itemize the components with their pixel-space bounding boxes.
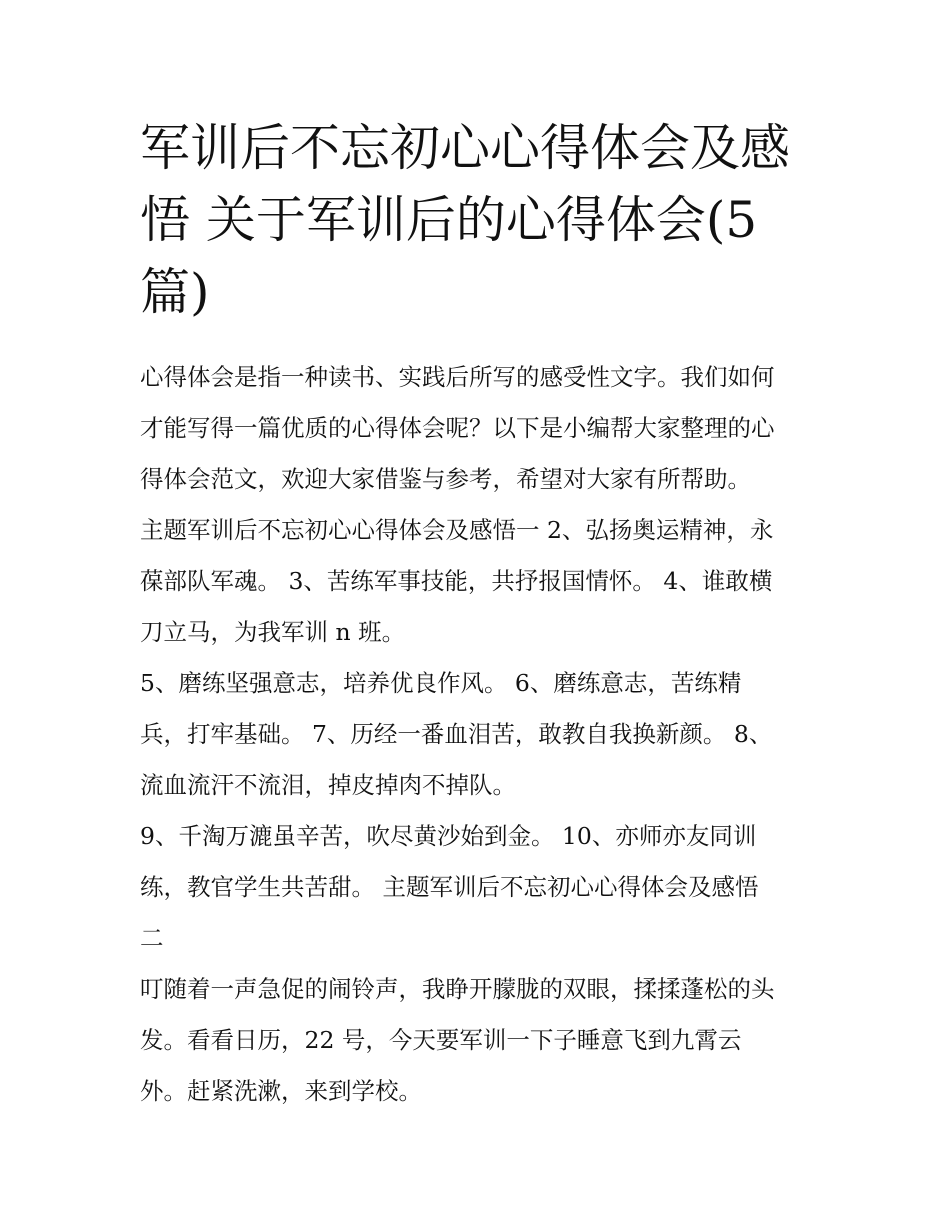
title-line-2: 悟 关于军训后的心得体会(5 xyxy=(140,191,758,249)
body-line-8: 兵，打牢基础。 7、历经一番血泪苦，敢教自我换新颜。 8、 xyxy=(140,720,773,748)
body-line-12: 二 xyxy=(140,924,164,952)
body-line-3: 得体会范文，欢迎大家借鉴与参考，希望对大家有所帮助。 xyxy=(140,465,751,493)
body-line-1: 心得体会是指一种读书、实践后所写的感受性文字。我们如何 xyxy=(140,363,775,391)
body-line-6: 刀立马，为我军训 n 班。 xyxy=(140,618,406,646)
document-body xyxy=(140,352,830,1117)
title-line-1: 军训后不忘初心心得体会及感 xyxy=(140,119,790,177)
body-line-14: 发。看看日历，22 号，今天要军训一下子睡意飞到九霄云 xyxy=(140,1026,742,1054)
body-line-4: 主题军训后不忘初心心得体会及感悟一 2、弘扬奥运精神，永 xyxy=(140,516,774,544)
title-line-3: 篇) xyxy=(140,263,210,321)
body-line-15: 外。赶紧洗漱，来到学校。 xyxy=(140,1077,422,1105)
document-title xyxy=(140,112,820,328)
body-line-2: 才能写得一篇优质的心得体会呢？以下是小编帮大家整理的心 xyxy=(140,414,775,442)
body-line-9: 流血流汗不流泪，掉皮掉肉不掉队。 xyxy=(140,771,516,799)
body-line-10: 9、千淘万漉虽辛苦，吹尽黄沙始到金。 10、亦师亦友同训 xyxy=(140,822,757,850)
body-line-7: 5、磨练坚强意志，培养优良作风。 6、磨练意志，苦练精 xyxy=(140,669,742,697)
body-line-5: 葆部队军魂。 3、苦练军事技能，共抒报国情怀。 4、谁敢横 xyxy=(140,567,773,595)
body-line-11: 练，教官学生共苦甜。 主题军训后不忘初心心得体会及感悟 xyxy=(140,873,759,901)
body-line-13: 叮随着一声急促的闹铃声，我睁开朦胧的双眼，揉揉蓬松的头 xyxy=(140,975,775,1003)
